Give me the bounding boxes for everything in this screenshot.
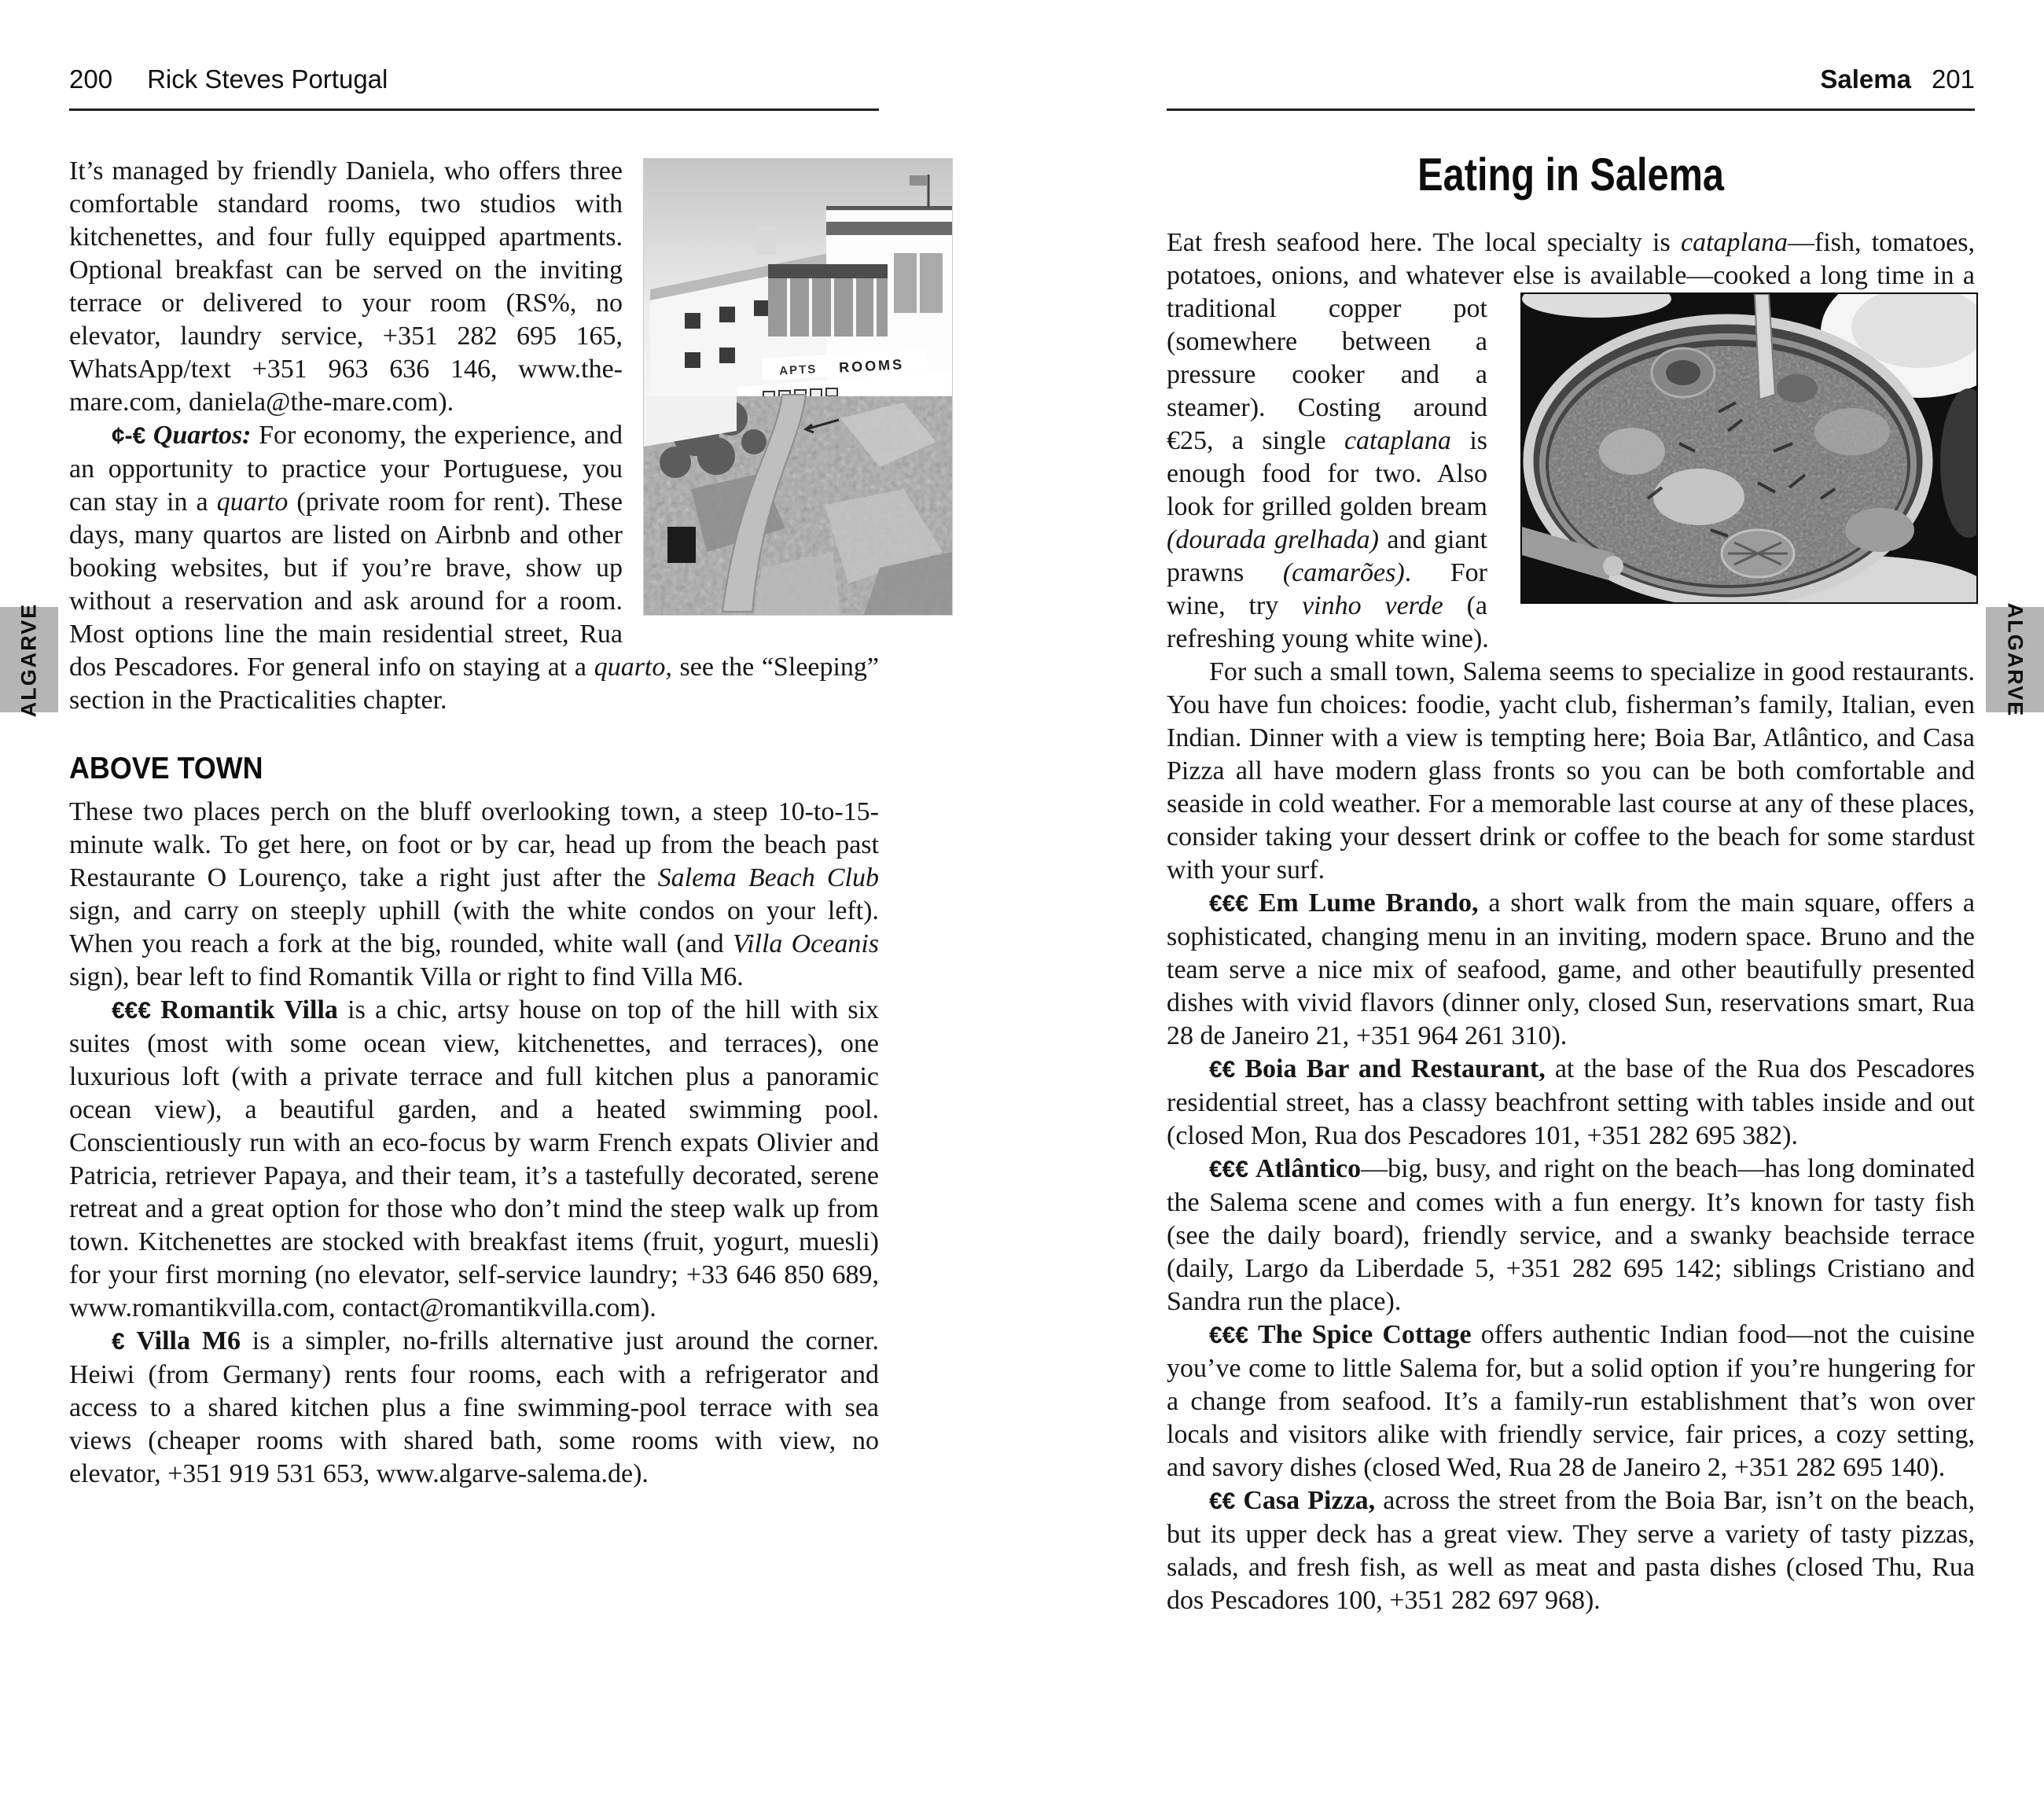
amare-intro-text: It’s managed by friendly Daniela, who offers three comfortable standard rooms, two studios with kitchenettes, and four fully equipped apartments. Optional breakfast can be served on the inviting terrace or delivered to your room (RS%, no elevator, laundry service, +351 282 695 165, WhatsApp/text +351 963 636 146, www.the-mare.com, daniela@the-mare.com). (69, 156, 623, 417)
paragraph-casa-pizza (1167, 1484, 1975, 1617)
algarve-tab-left-label: ALGARVE (17, 602, 41, 717)
eating-intro-rest-text: a long time in a traditional copper pot (somewhere between a pressure cooker and a steamer). Costing around €25, a single cataplana is enough food for two. Also look for grilled golden bream (dourada grelhada) and giant prawns (camarões). For wine, try vinho verde (a refreshing young white wine). (1167, 261, 1975, 653)
boia-bar-text: €€ Boia Bar and Restaurant, at the base of the Rua dos Pescadores residential street, has a classy beachfront setting with tables inside and out (closed Mon, Rua dos Pescadores 101, +351 282 695 382). (1167, 1054, 1976, 1150)
restaurant-overview-text: For such a small town, Salema seems to specialize in good restaurants. You have fun choices: foodie, yacht club, fisherman’s family, Italian, even Indian. Dinner with a view is tempting here; Boia Bar, Atlântico, and Casa Pizza all have modern glass fronts so you can be both comfortable and seaside in cold weather. For a memorable last course at any of these places, consider taking your dessert drink or coffee to the beach for some stardust with your surf. (1167, 657, 1975, 885)
paragraph-romantik-villa (69, 994, 879, 1325)
paragraph-villa-m6 (69, 1325, 879, 1491)
chapter-title: Salema (1820, 64, 1911, 94)
above-town-text: These two places perch on the bluff overlooking town, a steep 10-to-15-minute walk. To get here, on foot or by car, head up from the beach past Restaurante O Lourenço, take a right just after the Salema Beach Club sign, and carry on steeply uphill (with the white condos on your left). When you reach a fork at the big, rounded, white wall (and Villa Oceanis sign), bear left to find Romantik Villa or right to find Villa M6. (69, 797, 879, 991)
paragraph-restaurant-overview (1167, 656, 1975, 887)
paragraph-spice-cottage (1167, 1319, 1975, 1484)
algarve-tab-right (1986, 602, 2044, 717)
atlantico-text: €€€ Atlântico—big, busy, and right on the beach—has long dominated the Salema scene and comes with a fun energy. It’s known for tasty fish (see the daily board), friendly service, and a swanky beachside terrace (daily, Largo da Liberdade 5, +351 282 695 142; siblings Cristiano and Sandra run the place). (1167, 1154, 1975, 1316)
left-page (69, 60, 905, 1491)
above-town-heading (69, 752, 879, 786)
spice-cottage-text: €€€ The Spice Cottage offers authentic Indian food—not the cuisine you’ve come to little Salema for, but a solid option if you’re hungering for a change from seafood. It’s a family-run establishment that’s won over locals and visitors alike with friendly service, fair prices, a cozy setting, and savory dishes (closed Wed, Rua 28 de Janeiro 2, +351 282 695 140). (1167, 1320, 1975, 1482)
paragraph-atlantico (1167, 1153, 1975, 1319)
paragraph-above-town (69, 796, 879, 994)
sign-rooms-text: ROOMS (838, 356, 905, 376)
em-lume-brando-text: €€€ Em Lume Brando, a short walk from the main square, offers a sophisticated, changing menu in an inviting, modern space. Bruno and the team serve a nice mix of seafood, game, and other beautifully presented dishes with vivid flavors (dinner only, closed Sun, reservations smart, Rua 28 de Janeiro 21, +351 964 261 310). (1167, 888, 1976, 1050)
casa-pizza-text: €€ Casa Pizza, across the street from the Boia Bar, isn’t on the beach, but its upper deck has a great view. They serve a variety of tasty pizzas, salads, and fresh fish, as well as meat and pasta dishes (closed Thu, Rua dos Pescadores 100, +351 282 697 968). (1167, 1486, 1975, 1615)
right-page-header (1167, 60, 1975, 111)
right-page-number: 201 (1931, 64, 1975, 94)
book-title: Rick Steves Portugal (147, 64, 388, 94)
eating-intro-lead-text: Eat fresh seafood here. The local specialty is cataplana—fish, tomatoes, potatoes, onions, and whatever else is available—cooked (1167, 228, 1975, 290)
paragraph-eating-intro (1167, 226, 1975, 656)
algarve-tab-right-label: ALGARVE (2003, 602, 2027, 717)
left-page-number: 200 (69, 64, 113, 94)
right-page (1167, 60, 1975, 1617)
eating-in-salema-heading (1167, 149, 1975, 201)
paragraph-amare-intro (69, 155, 905, 419)
romantik-villa-text: €€€ Romantik Villa is a chic, artsy house on top of the hill with six suites (most with some ocean view, kitchenettes, and terraces), one luxurious loft (with a private terrace and full kitchen plus a panoramic ocean view), a beautiful garden, and a heated swimming pool. Conscientiously run with an eco-focus by warm French expats Olivier and Patricia, retriever Papaya, and their team, it’s a tastefully decorated, serene retreat and a great option for those who don’t mind the steep walk up from town. Kitchenettes are stocked with breakfast items (fruit, yogurt, muesli) for your first morning (no elevator, self-service laundry; +33 646 850 689, www.romantikvilla.com, contact@romantikvilla.com). (69, 995, 880, 1322)
eating-in-salema-heading-text: Eating in Salema (1417, 149, 1724, 200)
left-page-content (69, 155, 905, 1491)
cataplana-photo (1520, 292, 1975, 601)
algarve-tab-left (0, 602, 58, 717)
sign-apts-text: APTS (778, 362, 818, 378)
paragraph-em-lume-brando (1167, 887, 1975, 1053)
right-page-content (1167, 226, 1975, 1617)
quartos-text: ¢-€ Quartos: For economy, the experience, and an opportunity to practice your Portuguese, you can stay in a quarto (private room for rent). These days, many quartos are listed on Airbnb and other booking websites, but if you’re brave, show up without a reservation and ask around for a room. Most options line the main residential street, Rua dos Pescadores. For general info on staying at a quarto, see the “Sleeping” section in the Practicalities chapter. (69, 421, 879, 715)
villa-m6-text: € Villa M6 is a simpler, no-frills alternative just around the corner. Heiwi (from Germany) rents four rooms, each with a refrigerator and access to a shared kitchen plus a fine swimming-pool terrace with sea views (cheaper rooms with shared bath, some rooms with view, no elevator, +351 919 531 653, www.algarve-salema.de). (69, 1326, 879, 1488)
above-town-heading-text: ABOVE TOWN (69, 752, 263, 785)
left-page-header (69, 60, 879, 111)
paragraph-boia-bar (1167, 1053, 1975, 1153)
guesthouse-photo (643, 158, 951, 614)
